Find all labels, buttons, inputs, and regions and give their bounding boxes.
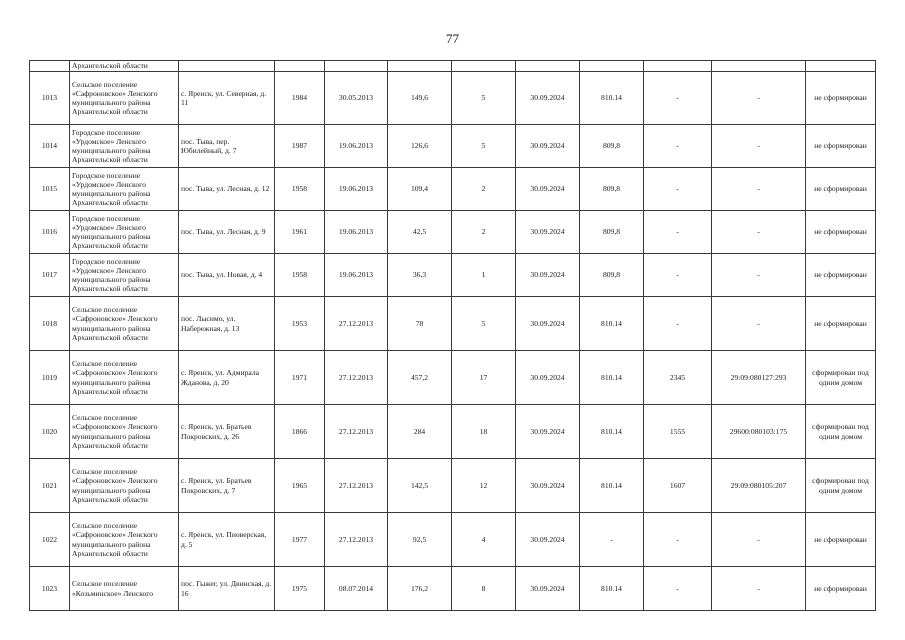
year-cell: 1984 [275,72,325,125]
address-cell: с. Яренск, ул. Адмирала Жданова, д. 20 [179,351,275,405]
residents-cell: 12 [452,459,516,513]
area-cell: 78 [388,297,452,351]
year-cell: 1971 [275,351,325,405]
row-number-cell: 1021 [30,459,70,513]
residents-cell: 8 [452,567,516,611]
land-status-cell: не сформирован [806,168,876,211]
cost-cell: 810.14 [580,459,644,513]
deadline-cell: 30.09.2024 [516,513,580,567]
table-row [30,72,876,125]
residents-cell: 18 [452,405,516,459]
residents-cell: 5 [452,125,516,168]
table-row [30,351,876,405]
address-cell: пос. Тыва, ул. Лесная, д. 9 [179,211,275,254]
table-body [30,61,876,611]
cost-cell: 810.14 [580,405,644,459]
address-cell: пос. Тыва, ул. Новая, д. 4 [179,254,275,297]
date-cell: 08.07.2014 [325,567,388,611]
settlement-cell: Сельское поселение «Сафроновское» Ленского муниципального района Архангельской области [70,351,179,405]
land-area-cell: - [644,72,712,125]
area-cell: 36,3 [388,254,452,297]
address-cell: пос. Гыжег, ул. Двинская, д. 16 [179,567,275,611]
year-cell: 1866 [275,405,325,459]
table-row [30,168,876,211]
land-status-cell: сформирован под одним домом [806,459,876,513]
row-number-cell: 1015 [30,168,70,211]
row-number-cell: 1013 [30,72,70,125]
address-cell: с. Яренск, ул. Пиоверская, д. 5 [179,513,275,567]
settlement-cell: Сельское поселение «Сафроновское» Ленского муниципального района Архангельской области [70,459,179,513]
settlement-cell: Сельское поселение «Козьминское» Ленского [70,567,179,611]
deadline-cell: 30.09.2024 [516,567,580,611]
date-cell: 27.12.2013 [325,405,388,459]
land-area-cell: - [644,254,712,297]
land-status-cell: не сформирован [806,254,876,297]
date-cell: 19.06.2013 [325,125,388,168]
cost-cell: 810.14 [580,567,644,611]
year-cell: 1961 [275,211,325,254]
address-cell: с. Яренск, ул. Братьев Покровских, д. 7 [179,459,275,513]
date-cell: 27.12.2013 [325,459,388,513]
date-cell: 27.12.2013 [325,513,388,567]
cadastral-number-cell: - [712,72,806,125]
cadastral-number-cell: - [712,211,806,254]
deadline-cell: 30.09.2024 [516,405,580,459]
housing-register-table [29,60,876,611]
cadastral-number-cell: - [712,254,806,297]
settlement-cell: Сельское поселение «Сафроновское» Ленского муниципального района Архангельской области [70,513,179,567]
cost-cell: 810.14 [580,297,644,351]
area-cell: 92,5 [388,513,452,567]
deadline-cell: 30.09.2024 [516,168,580,211]
settlement-cell: Городское поселение «Урдомское» Ленского муниципального района Архангельской области [70,254,179,297]
cadastral-number-cell: - [712,125,806,168]
land-area-cell: 1555 [644,405,712,459]
deadline-cell: 30.09.2024 [516,297,580,351]
row-number-cell: 1020 [30,405,70,459]
land-status-cell: не сформирован [806,297,876,351]
land-area-cell: - [644,297,712,351]
deadline-cell: 30.09.2024 [516,459,580,513]
residents-cell: 5 [452,72,516,125]
cost-cell: 809,8 [580,211,644,254]
year-cell: 1958 [275,254,325,297]
address-cell: пос. Лысимо, ул. Набережная, д. 13 [179,297,275,351]
residents-cell: 17 [452,351,516,405]
settlement-cell: Городское поселение «Урдомское» Ленского муниципального района Архангельской области [70,125,179,168]
row-number-cell: 1019 [30,351,70,405]
date-cell: 27.12.2013 [325,351,388,405]
cadastral-number-cell: - [712,168,806,211]
table-row [30,297,876,351]
deadline-cell: 30.09.2024 [516,125,580,168]
date-cell: 19.06.2013 [325,211,388,254]
row-number-cell: 1016 [30,211,70,254]
settlement-cell: Городское поселение «Урдомское» Ленского муниципального района Архангельской области [70,168,179,211]
row-number-cell: 1014 [30,125,70,168]
page-number: 77 [446,31,459,46]
land-area-cell: 1607 [644,459,712,513]
settlement-cell: Городское поселение «Урдомское» Ленского муниципального района Архангельской области [70,211,179,254]
address-cell: пос. Тыва, пер. Юбилейный, д. 7 [179,125,275,168]
address-cell: пос. Тыва, ул. Лесная, д. 12 [179,168,275,211]
address-cell: с. Яренск, ул. Братьев Покровских, д. 26 [179,405,275,459]
deadline-cell: 30.09.2024 [516,72,580,125]
table-row [30,254,876,297]
cost-cell: 809,8 [580,168,644,211]
date-cell: 30.05.2013 [325,72,388,125]
date-cell: 27.12.2013 [325,297,388,351]
deadline-cell: 30.09.2024 [516,254,580,297]
table-row [30,125,876,168]
cadastral-number-cell: 29:09:080105:207 [712,459,806,513]
residents-cell: 2 [452,211,516,254]
settlement-cell: Сельское поселение «Сафроновское» Ленского муниципального района Архангельской области [70,405,179,459]
land-status-cell: не сформирован [806,211,876,254]
residents-cell: 2 [452,168,516,211]
land-area-cell: - [644,567,712,611]
settlement-cell: Сельское поселение «Сафроновское» Ленского муниципального района Архангельской области [70,72,179,125]
year-cell: 1953 [275,297,325,351]
land-area-cell: - [644,211,712,254]
cadastral-number-cell: 29600:080103:175 [712,405,806,459]
date-cell: 19.06.2013 [325,254,388,297]
continuation-row [30,61,876,72]
land-area-cell: - [644,168,712,211]
area-cell: 42,5 [388,211,452,254]
land-status-cell: сформирован под одним домом [806,351,876,405]
row-number-cell: 1022 [30,513,70,567]
cost-cell: 810.14 [580,72,644,125]
land-area-cell: - [644,513,712,567]
settlement-cell: Сельское поселение «Сафроновское» Ленского муниципального района Архангельской области [70,297,179,351]
cadastral-number-cell: - [712,567,806,611]
residents-cell: 1 [452,254,516,297]
area-cell: 284 [388,405,452,459]
cadastral-number-cell: - [712,297,806,351]
land-status-cell: не сформирован [806,513,876,567]
land-status-cell: не сформирован [806,567,876,611]
year-cell: 1975 [275,567,325,611]
land-status-cell: не сформирован [806,125,876,168]
cost-cell: 809,8 [580,125,644,168]
area-cell: 149,6 [388,72,452,125]
area-cell: 126,6 [388,125,452,168]
cadastral-number-cell: - [712,513,806,567]
address-cell: с. Яренск, ул. Северная, д. 11 [179,72,275,125]
area-cell: 176,2 [388,567,452,611]
year-cell: 1977 [275,513,325,567]
row-number-cell: 1023 [30,567,70,611]
residents-cell: 4 [452,513,516,567]
deadline-cell: 30.09.2024 [516,211,580,254]
date-cell: 19.06.2013 [325,168,388,211]
cost-cell: - [580,513,644,567]
deadline-cell: 30.09.2024 [516,351,580,405]
row-number-cell: 1017 [30,254,70,297]
land-area-cell: - [644,125,712,168]
land-status-cell: сформирован под одним домом [806,405,876,459]
cost-cell: 809,8 [580,254,644,297]
year-cell: 1987 [275,125,325,168]
table-row [30,211,876,254]
land-area-cell: 2345 [644,351,712,405]
row-number-cell: 1018 [30,297,70,351]
year-cell: 1965 [275,459,325,513]
cadastral-number-cell: 29:09:080127:293 [712,351,806,405]
area-cell: 142,5 [388,459,452,513]
table-row [30,567,876,611]
cost-cell: 810.14 [580,351,644,405]
year-cell: 1958 [275,168,325,211]
table-row [30,459,876,513]
table-row [30,513,876,567]
continued-settlement-cell: Архангельской области [70,61,179,72]
land-status-cell: не сформирован [806,72,876,125]
residents-cell: 5 [452,297,516,351]
area-cell: 457,2 [388,351,452,405]
area-cell: 109,4 [388,168,452,211]
table-row [30,405,876,459]
